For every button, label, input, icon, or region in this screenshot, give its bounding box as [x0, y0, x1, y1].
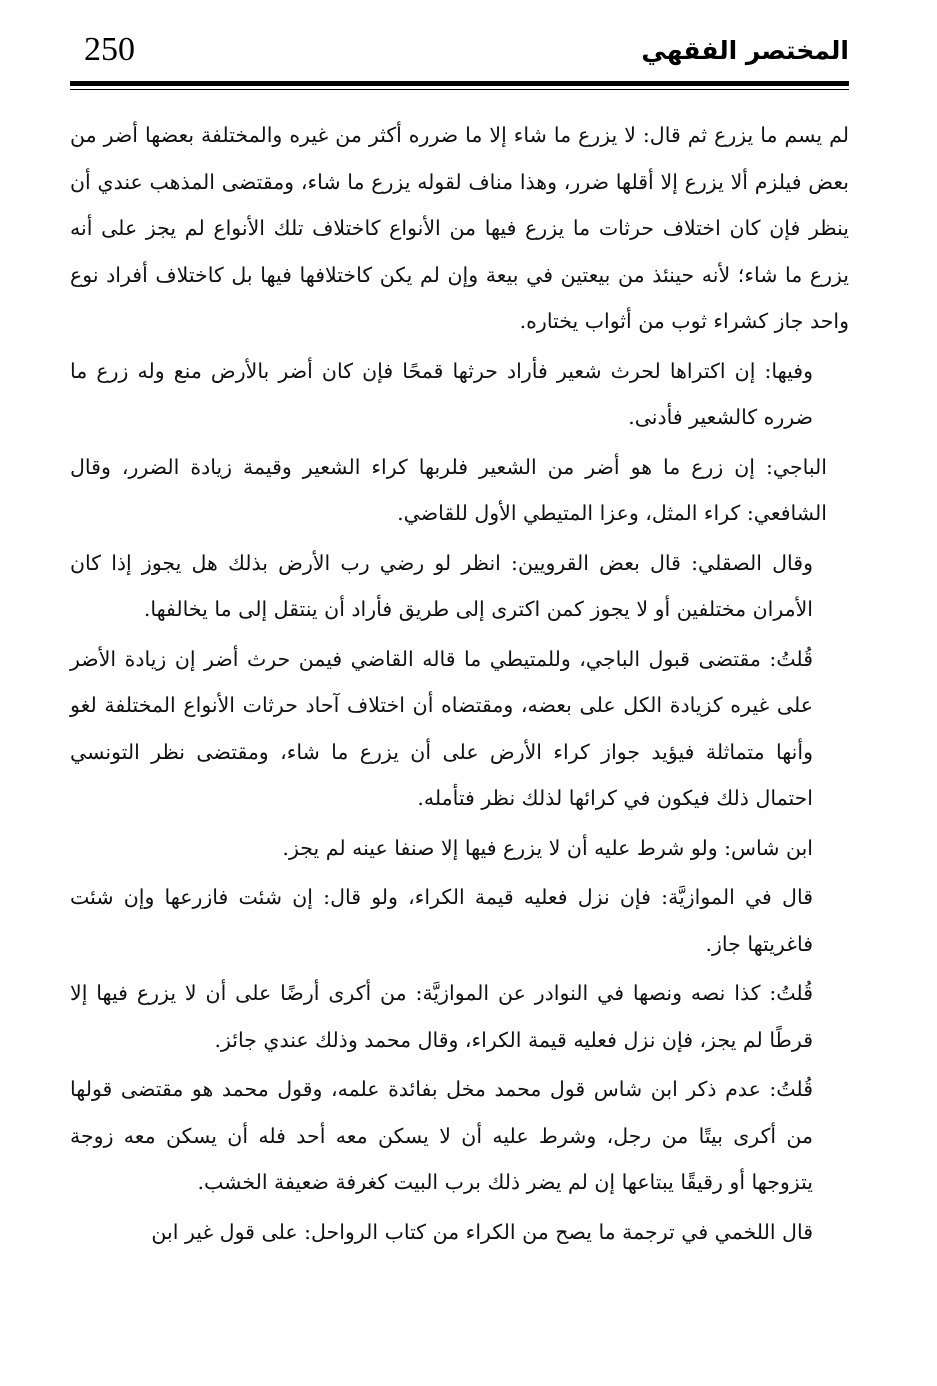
paragraph: وقال الصقلي: قال بعض القرويين: انظر لو رضي رب الأرض بذلك هل يجوز إذا كان الأمران مختلفين أو لا يجوز كمن اكترى إلى طريق فأراد أن ينتقل إلى ما يخالفها.: [70, 550, 814, 621]
paragraph: قُلتُ: كذا نصه ونصها في النوادر عن الموازيَّة: من أكرى أرضًا على أن لا يزرع فيها إلا قرطًا لم يجز، فإن نزل فعليه قيمة الكراء، وقال محمد وذلك عندي جائز.: [70, 981, 813, 1052]
page-number: 250: [84, 31, 135, 68]
paragraph: قُلتُ: عدم ذكر ابن شاس قول محمد مخل بفائدة علمه، وقول محمد هو مقتضى قولها من أكرى بيتًا من رجل، وشرط عليه أن لا يسكن معه أحد فله أن يسكن معه زوجة يتزوجها أو رقيقًا يبتاعها إن لم يضر ذلك برب البيت كغرفة ضعيفة الخشب.: [70, 1077, 813, 1194]
paragraph: قُلتُ: مقتضى قبول الباجي، وللمتيطي ما قاله القاضي فيمن حرث أضر إن زيادة الأضر على غيره كزيادة الكل على بعضه، ومقتضاه أن اختلاف آحاد حرثات الأنواع المختلفة لغو وأنها متماثلة فيؤيد جواز كراء الأرض على أن يزرع ما شاء، ومقتضى نظر التونسي احتمال ذلك فيكون في كرائها لذلك نظر فتأمله.: [70, 646, 813, 810]
paragraph: قال اللخمي في ترجمة ما يصح من الكراء من كتاب الرواحل: على قول غير ابن: [151, 1219, 813, 1244]
paragraph: وفيها: إن اكتراها لحرث شعير فأراد حرثها قمحًا فإن كان أضر بالأرض منع وله زرع ما ضرره كالشعير فأدنى.: [70, 358, 813, 429]
paragraph: لم يسم ما يزرع ثم قال: لا يزرع ما شاء إلا ما ضرره أكثر من غيره والمختلفة بعضها أضر من بعض فيلزم ألا يزرع إلا أقلها ضرر، وهذا مناف لقوله يزرع ما شاء، ومقتضى المذهب عندي أن ينظر فإن كان اختلاف حرثات ما يزرع فيها من الأنواع كاختلاف تلك الأنواع لم يجز على أنه يزرع ما شاء؛ لأنه حينئذ من بيعتين في بيعة وإن لم يكن كاختلافها فيها بل كاختلاف أفراد نوع واحد جاز كشراء ثوب من أثواب يختاره.: [70, 123, 849, 333]
running-title: المختصر الفقهي: [641, 36, 849, 65]
paragraph: الباجي: إن زرع ما هو أضر من الشعير فلربها كراء الشعير وقيمة زيادة الضرر، وقال الشافعي: كراء المثل، وعزا المتيطي الأول للقاضي.: [70, 454, 827, 525]
body-text: [70, 112, 849, 1258]
paragraph: ابن شاس: ولو شرط عليه أن لا يزرع فيها إلا صنفا عينه لم يجز.: [282, 835, 813, 860]
page-header: [70, 30, 849, 76]
header-rule-thick: [70, 81, 849, 86]
header-rule-thin: [70, 89, 849, 90]
paragraph: قال في الموازيَّة: فإن نزل فعليه قيمة الكراء، ولو قال: إن شئت فازرعها وإن شئت فاغريتها جاز.: [70, 885, 813, 956]
